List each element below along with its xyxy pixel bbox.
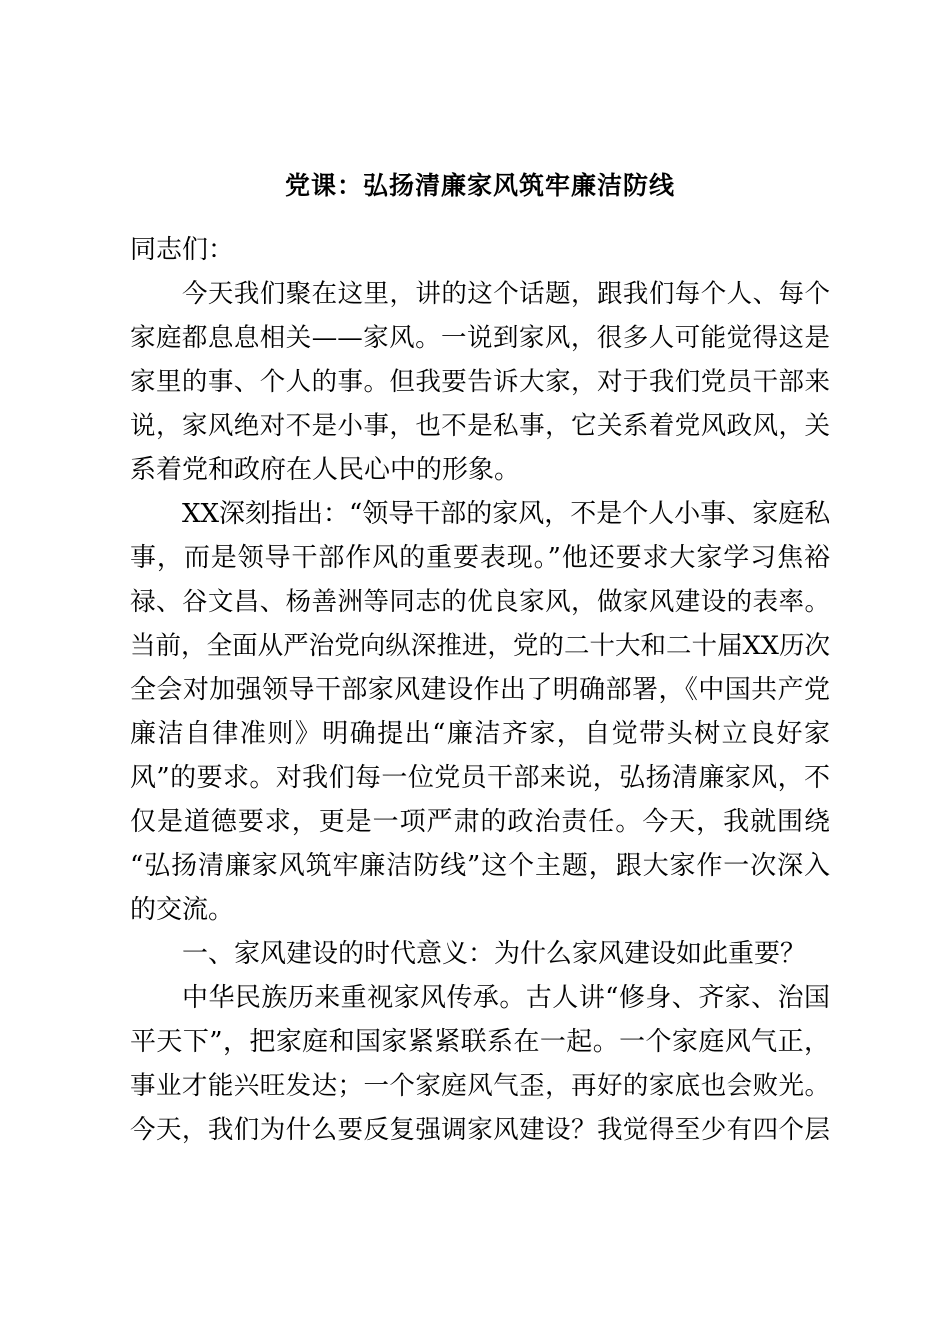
paragraph-line: 说，家风绝对不是小事，也不是私事，它关系着党风政风，关 — [130, 411, 830, 441]
paragraph-line: 廉洁自律准则》明确提出“廉洁齐家，自觉带头树立良好家 — [130, 719, 830, 749]
paragraph-line: 系着党和政府在人民心中的形象。 — [130, 455, 521, 485]
paragraph-line: 当前，全面从严治党向纵深推进，党的二十大和二十届XX历次 — [130, 631, 830, 661]
section-heading: 一、家风建设的时代意义：为什么家风建设如此重要？ — [182, 939, 807, 969]
paragraph-line: 风”的要求。对我们每一位党员干部来说，弘扬清廉家风，不 — [130, 763, 830, 793]
paragraph-line: 的交流。 — [130, 895, 235, 925]
paragraph-line: 禄、谷文昌、杨善洲等同志的优良家风，做家风建设的表率。 — [130, 587, 830, 617]
document-title: 党课：弘扬清廉家风筑牢廉洁防线 — [284, 171, 675, 200]
paragraph-line: “弘扬清廉家风筑牢廉洁防线”这个主题，跟大家作一次深入 — [130, 851, 830, 881]
paragraph-line: 事业才能兴旺发达；一个家庭风气歪，再好的家底也会败光。 — [130, 1071, 830, 1101]
paragraph-line: 家里的事、个人的事。但我要告诉大家，对于我们党员干部来 — [130, 367, 830, 397]
paragraph-line: 仅是道德要求，更是一项严肃的政治责任。今天，我就围绕 — [130, 807, 830, 837]
paragraph-line: 家庭都息息相关——家风。一说到家风，很多人可能觉得这是 — [130, 323, 830, 353]
paragraph-line: 事，而是领导干部作风的重要表现。”他还要求大家学习焦裕 — [130, 543, 830, 573]
paragraph-line: 今天我们聚在这里，讲的这个话题，跟我们每个人、每个 — [182, 279, 830, 309]
paragraph-line: 今天，我们为什么要反复强调家风建设？我觉得至少有四个层 — [130, 1115, 830, 1145]
paragraph-line: 全会对加强领导干部家风建设作出了明确部署，《中国共产党 — [130, 675, 830, 705]
paragraph-line: 中华民族历来重视家风传承。古人讲“修身、齐家、治国 — [182, 983, 830, 1013]
document-body — [130, 228, 830, 1152]
paragraph-line: XX深刻指出：“领导干部的家风，不是个人小事、家庭私 — [182, 499, 831, 529]
salutation: 同志们： — [130, 235, 235, 265]
paragraph-line: 平天下”，把家庭和国家紧紧联系在一起。一个家庭风气正， — [130, 1027, 830, 1057]
